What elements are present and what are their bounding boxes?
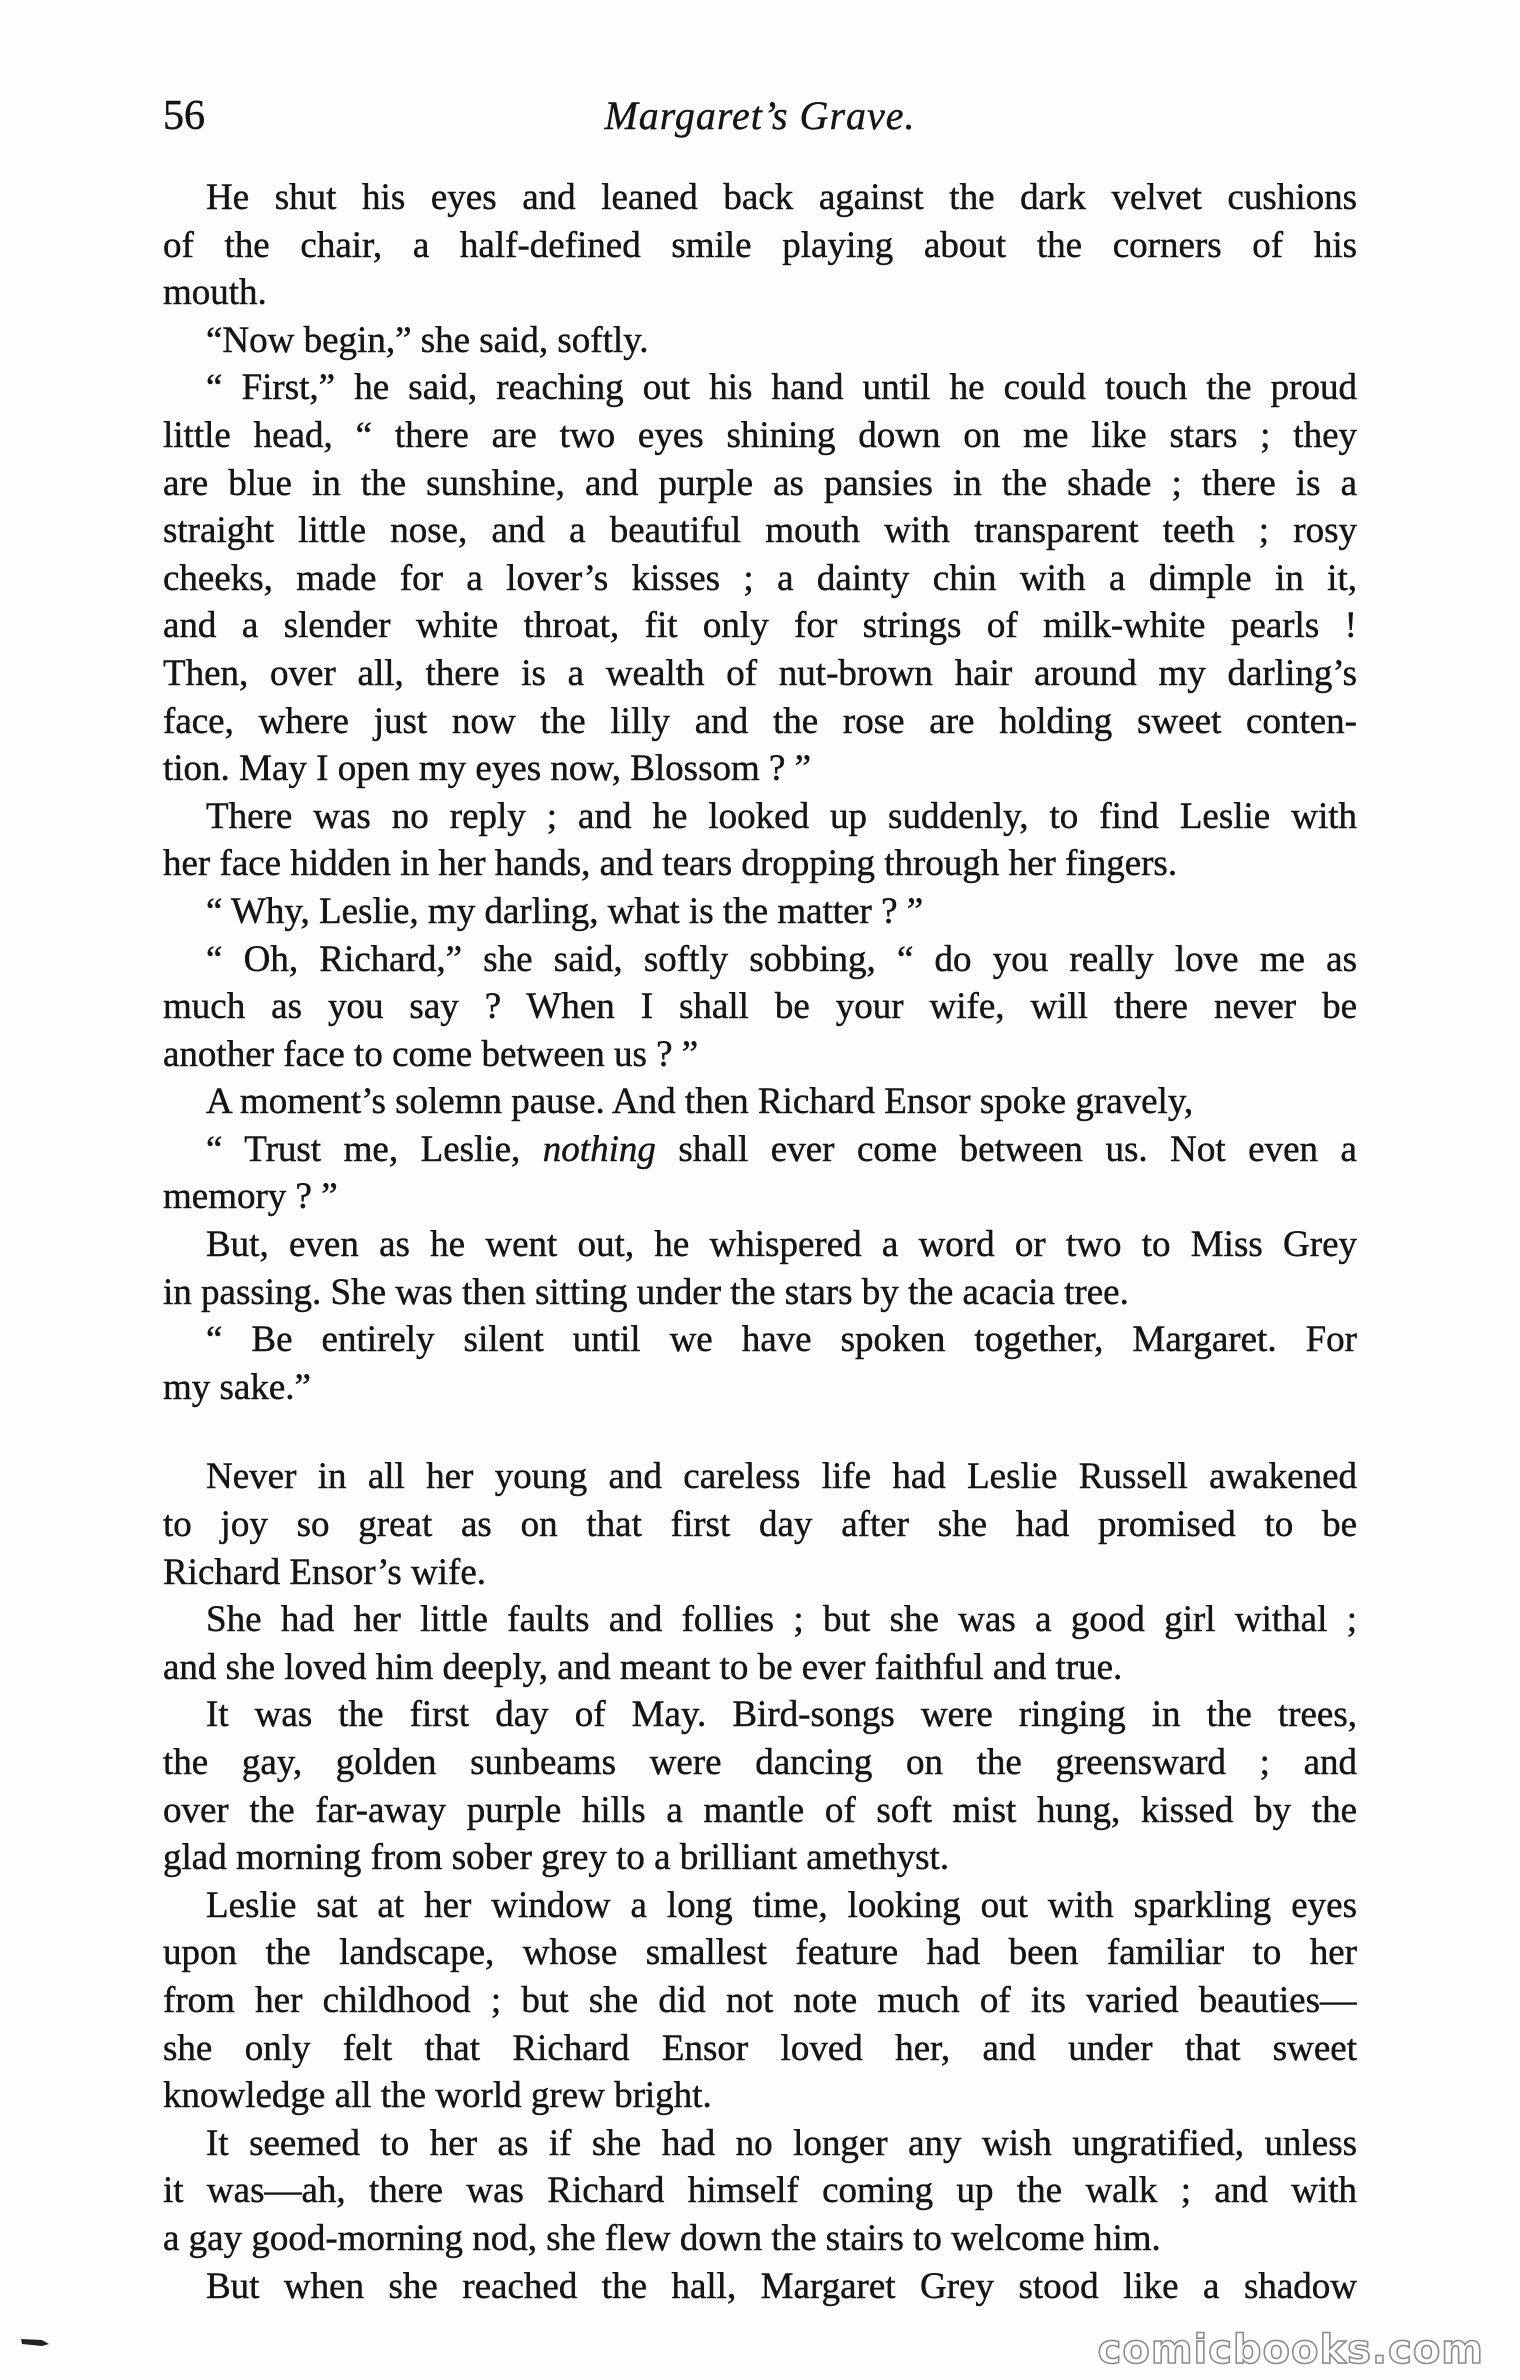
text-line: But when she reached the hall, Margaret Grey stood like a shadow: [206, 2265, 1357, 2307]
paragraph: [163, 2263, 1357, 2311]
text-line: A moment’s solemn pause. And then Richard Ensor spoke gravely,: [206, 1081, 1194, 1123]
text-line: mouth.: [163, 272, 267, 314]
text-line: It seemed to her as if she had no longer any wish ungratified, unless: [206, 2122, 1357, 2164]
section: [163, 1453, 1357, 2310]
text-line: knowledge all the world grew bright.: [163, 2075, 712, 2117]
text-line: “ First,” he said, reaching out his hand until he could touch the proud: [206, 367, 1357, 409]
paragraph: [163, 1691, 1357, 1881]
paragraph: [163, 1221, 1357, 1316]
text-line: “ Be entirely silent until we have spoken together, Margaret. For: [206, 1319, 1357, 1361]
text-line: memory ? ”: [163, 1176, 338, 1218]
text-line: another face to come between us ? ”: [163, 1033, 699, 1075]
text-line: It was the first day of May. Bird-songs were ringing in the trees,: [206, 1694, 1357, 1736]
text-line: my sake.”: [163, 1366, 311, 1408]
text-line: “Now begin,” she said, softly.: [206, 319, 649, 361]
text-line: upon the landscape, whose smallest feature had been familiar to her: [163, 1932, 1357, 1974]
text-line: and a slender white throat, fit only for strings of milk-white pearls !: [163, 605, 1357, 647]
paragraph: [163, 1078, 1357, 1126]
text-line: are blue in the sunshine, and purple as pansies in the shade ; there is a: [163, 462, 1357, 504]
paragraph: [163, 1126, 1357, 1221]
section: [163, 174, 1357, 1411]
paragraph: [163, 317, 1357, 365]
text-line: her face hidden in her hands, and tears dropping through her fingers.: [163, 843, 1178, 885]
paragraph: [163, 1882, 1357, 2120]
paragraph: [163, 1453, 1357, 1596]
text-line: from her childhood ; but she did not note much of its varied beauties—: [163, 1979, 1357, 2021]
text-line: “ Why, Leslie, my darling, what is the matter ? ”: [206, 890, 924, 932]
text-line: But, even as he went out, he whispered a word or two to Miss Grey: [206, 1224, 1357, 1266]
text-line: over the far-away purple hills a mantle of soft mist hung, kissed by the: [163, 1789, 1357, 1831]
text-line: the gay, golden sunbeams were dancing on the greensward ; and: [163, 1742, 1357, 1783]
paragraph: [163, 793, 1357, 888]
text-line: to joy so great as on that first day after she had promised to be: [163, 1504, 1357, 1546]
paragraph: [163, 2120, 1357, 2263]
text-line: straight little nose, and a beautiful mouth with transparent teeth ; rosy: [163, 510, 1357, 552]
paragraph: [163, 888, 1357, 936]
paragraph: [163, 1596, 1357, 1691]
text-line: it was—ah, there was Richard himself coming up the walk ; and with: [163, 2170, 1357, 2212]
text-line: face, where just now the lilly and the rose are holding sweet conten-: [163, 700, 1357, 742]
text-line: She had her little faults and follies ; but she was a good girl withal ;: [206, 1599, 1357, 1641]
text-line: little head, “ there are two eyes shining down on me like stars ; they: [163, 414, 1357, 456]
paragraph: [163, 936, 1357, 1079]
running-title: Margaret’s Grave.: [604, 93, 916, 138]
text-segment: “ Trust me, Leslie,: [206, 1128, 543, 1170]
paragraph: [163, 364, 1357, 792]
text-line: “ Oh, Richard,” she said, softly sobbing, “ do you really love me as: [206, 938, 1357, 980]
text-line: Richard Ensor’s wife.: [163, 1551, 486, 1593]
text-line: tion. May I open my eyes now, Blossom ? ”: [163, 748, 812, 790]
paragraph: [163, 174, 1357, 317]
page-header: [163, 88, 1357, 144]
text-line: Then, over all, there is a wealth of nut-brown hair around my darling’s: [163, 652, 1357, 694]
text-line: cheeks, made for a lover’s kisses ; a dainty chin with a dimple in it,: [163, 557, 1357, 599]
page-number: 56: [163, 93, 205, 139]
text-line: she only felt that Richard Ensor loved her, and under that sweet: [163, 2027, 1357, 2069]
text-line: and she loved him deeply, and meant to be ever faithful and true.: [163, 1646, 1123, 1688]
text-line: glad morning from sober grey to a brilliant amethyst.: [163, 1837, 950, 1879]
text-line: Never in all her young and careless life had Leslie Russell awakened: [206, 1456, 1357, 1498]
text-line: There was no reply ; and he looked up suddenly, to find Leslie with: [206, 795, 1357, 837]
text-segment: shall ever come between us. Not even a: [655, 1128, 1357, 1170]
italic-text: nothing: [542, 1128, 656, 1170]
margin-mark-icon: [20, 2334, 50, 2350]
paragraph: [163, 1316, 1357, 1411]
text-line: [163, 1126, 1357, 1174]
body-text: [163, 174, 1357, 2310]
text-line: much as you say ? When I shall be your wife, will there never be: [163, 986, 1357, 1028]
text-line: a gay good-morning nod, she flew down the stairs to welcome him.: [163, 2217, 1161, 2259]
text-line: of the chair, a half-defined smile playing about the corners of his: [163, 224, 1357, 266]
text-line: He shut his eyes and leaned back against the dark velvet cushions: [206, 177, 1357, 218]
text-line: in passing. She was then sitting under the stars by the acacia tree.: [163, 1271, 1129, 1313]
watermark: comicbooks.com: [1097, 2327, 1484, 2373]
text-line: Leslie sat at her window a long time, looking out with sparkling eyes: [206, 1884, 1357, 1926]
